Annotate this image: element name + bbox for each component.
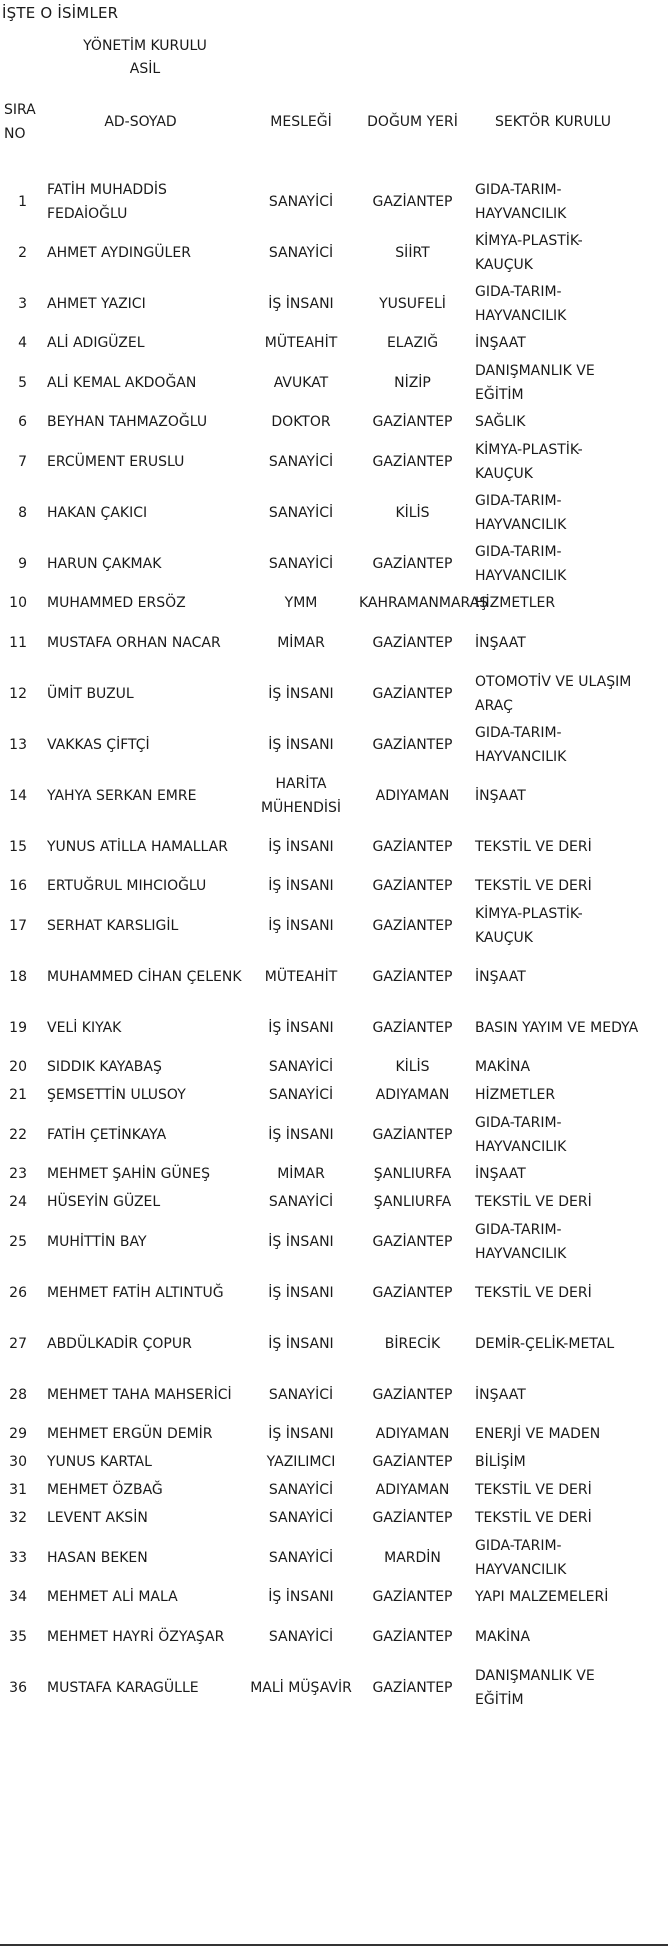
row-number: 4 [18,335,27,351]
member-birthplace: GAZİANTEP [372,736,453,753]
member-birthplace: ELAZIĞ [386,335,439,351]
table-row [0,538,640,589]
table-row [0,617,640,668]
member-sector: KİMYA-PLASTİK-KAUÇUK [475,441,583,482]
member-name: ALİ KEMAL AKDOĞAN [47,374,197,391]
member-occupation: SANAYİCİ [268,453,334,470]
member-birthplace: GAZİANTEP [372,968,453,985]
member-name: HÜSEYİN GÜZEL [47,1194,161,1210]
row-number: 34 [9,1589,27,1605]
col-header-sector: SEKTÖR KURULU [495,114,611,130]
table-row [0,821,640,872]
member-name: VAKKAS ÇİFTÇİ [47,736,150,753]
member-sector: GIDA-TARIM-HAYVANCILIK [475,543,567,584]
member-sector: KİMYA-PLASTİK-KAUÇUK [475,905,583,946]
table-row [0,951,640,1002]
member-name: MEHMET TAHA MAHSERİCİ [47,1386,232,1403]
member-birthplace: ADIYAMAN [375,1482,450,1498]
member-occupation: SANAYİCİ [268,1628,334,1645]
member-birthplace: GAZİANTEP [372,453,453,470]
table-row [0,589,640,617]
member-name: MEHMET ÖZBAĞ [47,1482,163,1498]
row-number: 10 [9,595,27,611]
member-occupation: İŞ İNSANI [268,878,334,894]
row-number: 27 [9,1335,27,1352]
table-row [0,900,640,951]
row-number: 20 [9,1059,27,1075]
member-occupation: İŞ İNSANI [268,295,334,312]
member-occupation: İŞ İNSANI [268,1589,334,1605]
member-birthplace: SİİRT [395,244,430,261]
table-row [0,487,640,538]
member-birthplace: GAZİANTEP [372,1454,453,1470]
member-birthplace: GAZİANTEP [372,685,453,702]
row-number: 11 [9,634,27,651]
member-birthplace: GAZİANTEP [372,1679,453,1696]
member-occupation: MÜTEAHİT [264,968,338,985]
member-birthplace: GAZİANTEP [372,555,453,572]
member-occupation: İŞ İNSANI [268,1335,334,1352]
member-occupation: İŞ İNSANI [268,736,334,753]
member-name: SERHAT KARSLIGİL [47,917,179,934]
row-number: 36 [9,1679,27,1696]
member-sector: MAKİNA [475,1059,531,1075]
member-sector: KİMYA-PLASTİK-KAUÇUK [475,232,583,273]
row-number: 13 [9,736,27,753]
row-number: 15 [9,838,27,855]
member-name: BEYHAN TAHMAZOĞLU [47,414,208,430]
member-sector: GIDA-TARIM-HAYVANCILIK [475,283,567,324]
row-number: 19 [9,1019,27,1036]
table-row [0,1216,640,1267]
table-row [0,1583,640,1611]
member-name: YUNUS ATİLLA HAMALLAR [47,838,228,855]
member-name: ÜMİT BUZUL [47,685,134,702]
page-heading: İŞTE O İSİMLER [2,4,119,22]
member-birthplace: ŞANLIURFA [373,1194,452,1210]
member-birthplace: GAZİANTEP [372,1386,453,1403]
member-occupation: İŞ İNSANI [268,685,334,702]
row-number: 14 [9,787,27,804]
row-number: 22 [9,1126,27,1143]
member-sector: YAPI MALZEMELERİ [475,1589,609,1605]
member-name: AHMET YAZICI [47,295,146,312]
member-occupation: İŞ İNSANI [268,1126,334,1143]
member-birthplace: GAZİANTEP [372,1284,453,1301]
row-number: 35 [9,1628,27,1645]
member-birthplace: NİZİP [394,374,431,391]
member-birthplace: KİLİS [395,1059,430,1075]
member-occupation: İŞ İNSANI [268,917,334,934]
row-number: 6 [18,414,27,430]
table-row [0,1476,640,1504]
member-sector: TEKSTİL VE DERİ [475,1284,592,1301]
member-name: MUSTAFA KARAGÜLLE [47,1679,199,1696]
table-row [0,357,640,408]
member-sector: GIDA-TARIM-HAYVANCILIK [475,1537,567,1578]
row-number: 23 [9,1166,27,1182]
row-number: 9 [18,555,27,572]
row-number: 26 [9,1284,27,1301]
table-row [0,176,640,227]
bottom-divider [0,1944,668,1946]
member-name: ERCÜMENT ERUSLU [47,453,185,470]
col-header-job: MESLEĞİ [270,114,332,130]
member-occupation: HARİTA MÜHENDİSİ [260,775,342,816]
member-name: AHMET AYDINGÜLER [47,244,191,261]
member-sector: GIDA-TARIM-HAYVANCILIK [475,181,567,222]
table-row [0,1160,640,1188]
table-row [0,1369,640,1420]
member-occupation: İŞ İNSANI [268,838,334,855]
member-birthplace: GAZİANTEP [372,1233,453,1250]
row-number: 21 [9,1087,27,1103]
member-birthplace: ADIYAMAN [375,1087,450,1103]
member-sector: OTOMOTİV VE ULAŞIM ARAÇ [475,673,632,714]
table-row [0,1420,640,1448]
member-name: MUHİTTİN BAY [47,1233,147,1250]
table-row [0,1002,640,1053]
member-sector: ENERJİ VE MADEN [475,1426,601,1442]
member-name: LEVENT AKSİN [47,1510,148,1526]
row-number: 1 [18,193,27,210]
member-occupation: SANAYİCİ [268,555,334,572]
member-sector: TEKSTİL VE DERİ [475,1482,592,1498]
member-birthplace: GAZİANTEP [372,193,453,210]
member-name: HARUN ÇAKMAK [47,555,162,572]
member-sector: SAĞLIK [475,414,526,430]
row-number: 33 [9,1549,27,1566]
member-occupation: SANAYİCİ [268,1386,334,1403]
member-occupation: SANAYİCİ [268,1059,334,1075]
col-header-no: SIRA NO [4,102,36,142]
member-occupation: İŞ İNSANI [268,1284,334,1301]
member-sector: GIDA-TARIM-HAYVANCILIK [475,724,567,765]
member-name: MEHMET HAYRİ ÖZYAŞAR [47,1628,225,1645]
member-birthplace: ADIYAMAN [375,1426,450,1442]
row-number: 29 [9,1426,27,1442]
table-row [0,1662,640,1713]
row-number: 24 [9,1194,27,1210]
member-name: YUNUS KARTAL [47,1454,152,1470]
member-sector: HİZMETLER [475,595,556,611]
member-occupation: SANAYİCİ [268,1087,334,1103]
table-row [0,1109,640,1160]
row-number: 25 [9,1233,27,1250]
member-sector: İNŞAAT [475,1386,526,1403]
table-row [0,408,640,436]
member-occupation: İŞ İNSANI [268,1233,334,1250]
table-row [0,1611,640,1662]
member-sector: TEKSTİL VE DERİ [475,1194,592,1210]
member-sector: MAKİNA [475,1628,531,1645]
member-birthplace: GAZİANTEP [372,634,453,651]
table-row [0,329,640,357]
member-sector: TEKSTİL VE DERİ [475,838,592,855]
member-name: SIDDIK KAYABAŞ [47,1059,162,1075]
table-row [0,1448,640,1476]
row-number: 3 [18,295,27,312]
table-row [0,770,640,821]
table-row [0,1188,640,1216]
member-sector: HİZMETLER [475,1087,556,1103]
member-name: ABDÜLKADİR ÇOPUR [47,1335,192,1352]
member-birthplace: KAHRAMANMARAŞ [359,595,489,611]
member-name: FATİH ÇETİNKAYA [47,1126,167,1143]
member-occupation: SANAYİCİ [268,504,334,521]
member-birthplace: GAZİANTEP [372,1019,453,1036]
row-number: 16 [9,878,27,894]
row-number: 8 [18,504,27,521]
member-name: ŞEMSETTİN ULUSOY [47,1087,186,1103]
member-name: HASAN BEKEN [47,1549,148,1566]
member-occupation: MİMAR [277,1166,325,1182]
member-name: ALİ ADIGÜZEL [47,335,145,351]
board-title: YÖNETİM KURULU [83,38,207,54]
row-number: 30 [9,1454,27,1470]
member-name: MEHMET ALİ MALA [47,1589,178,1605]
table-row [0,719,640,770]
col-header-name: AD-SOYAD [104,114,177,130]
table-row [0,227,640,278]
member-occupation: SANAYİCİ [268,1482,334,1498]
member-sector: BASIN YAYIM VE MEDYA [475,1019,639,1036]
member-name: FATİH MUHADDİS FEDAİOĞLU [47,181,167,222]
member-sector: TEKSTİL VE DERİ [475,878,592,894]
member-birthplace: GAZİANTEP [372,1510,453,1526]
row-number: 28 [9,1386,27,1403]
member-sector: İNŞAAT [475,1166,526,1182]
member-birthplace: YUSUFELİ [379,295,446,312]
member-sector: GIDA-TARIM-HAYVANCILIK [475,492,567,533]
member-birthplace: GAZİANTEP [372,838,453,855]
row-number: 7 [18,453,27,470]
members-table [0,94,640,1713]
row-number: 18 [9,968,27,985]
table-row [0,1267,640,1318]
member-birthplace: ŞANLIURFA [373,1166,452,1182]
table-row [0,1532,640,1583]
member-birthplace: GAZİANTEP [372,1126,453,1143]
member-name: MEHMET ŞAHİN GÜNEŞ [47,1166,210,1182]
board-subtitle: ASİL [129,61,161,77]
row-number: 2 [18,244,27,261]
member-occupation: SANAYİCİ [268,1549,334,1566]
table-row [0,872,640,900]
member-name: MUHAMMED ERSÖZ [47,595,186,611]
member-occupation: SANAYİCİ [268,193,334,210]
member-occupation: SANAYİCİ [268,244,334,261]
member-sector: DANIŞMANLIK VE EĞİTİM [475,1667,595,1708]
table-header-row [0,94,640,150]
member-name: MEHMET ERGÜN DEMİR [47,1426,213,1442]
table-row [0,278,640,329]
member-sector: İNŞAAT [475,787,526,804]
row-number: 12 [9,685,27,702]
row-number: 32 [9,1510,27,1526]
row-number: 17 [9,917,27,934]
row-number: 31 [9,1482,27,1498]
row-number: 5 [18,374,27,391]
member-name: VELİ KIYAK [47,1019,122,1036]
member-birthplace: BİRECİK [384,1335,441,1352]
member-occupation: YMM [284,595,318,611]
member-occupation: DOKTOR [271,414,331,430]
member-birthplace: GAZİANTEP [372,1589,453,1605]
table-row [0,1504,640,1532]
member-occupation: SANAYİCİ [268,1194,334,1210]
member-occupation: MİMAR [277,634,325,651]
member-occupation: MÜTEAHİT [264,335,338,351]
member-sector: DEMİR-ÇELİK-METAL [475,1335,615,1352]
member-birthplace: MARDİN [384,1549,441,1566]
member-occupation: İŞ İNSANI [268,1019,334,1036]
table-row [0,436,640,487]
table-row [0,1318,640,1369]
member-occupation: AVUKAT [273,374,329,391]
member-occupation: MALİ MÜŞAVİR [250,1679,352,1696]
member-sector: TEKSTİL VE DERİ [475,1510,592,1526]
member-occupation: YAZILIMCI [266,1454,336,1470]
member-sector: GIDA-TARIM-HAYVANCILIK [475,1221,567,1262]
member-name: MEHMET FATİH ALTINTUĞ [47,1284,224,1301]
table-row [0,1053,640,1081]
member-name: ERTUĞRUL MIHCIOĞLU [47,878,207,894]
table-row [0,1081,640,1109]
member-birthplace: ADIYAMAN [375,787,450,804]
member-sector: İNŞAAT [475,634,526,651]
member-sector: DANIŞMANLIK VE EĞİTİM [475,362,595,403]
member-birthplace: GAZİANTEP [372,1628,453,1645]
member-name: YAHYA SERKAN EMRE [47,787,197,804]
member-birthplace: GAZİANTEP [372,878,453,894]
member-sector: İNŞAAT [475,335,526,351]
member-sector: BİLİŞİM [475,1454,526,1470]
table-row [0,668,640,719]
member-name: HAKAN ÇAKICI [47,504,148,521]
member-birthplace: GAZİANTEP [372,917,453,934]
member-name: MUSTAFA ORHAN NACAR [47,634,221,651]
member-sector: GIDA-TARIM-HAYVANCILIK [475,1114,567,1155]
member-occupation: İŞ İNSANI [268,1426,334,1442]
col-header-birthplace: DOĞUM YERİ [367,114,458,130]
member-sector: İNŞAAT [475,968,526,985]
member-birthplace: GAZİANTEP [372,414,453,430]
member-name: MUHAMMED CİHAN ÇELENK [47,968,242,985]
member-birthplace: KİLİS [395,504,430,521]
member-occupation: SANAYİCİ [268,1510,334,1526]
